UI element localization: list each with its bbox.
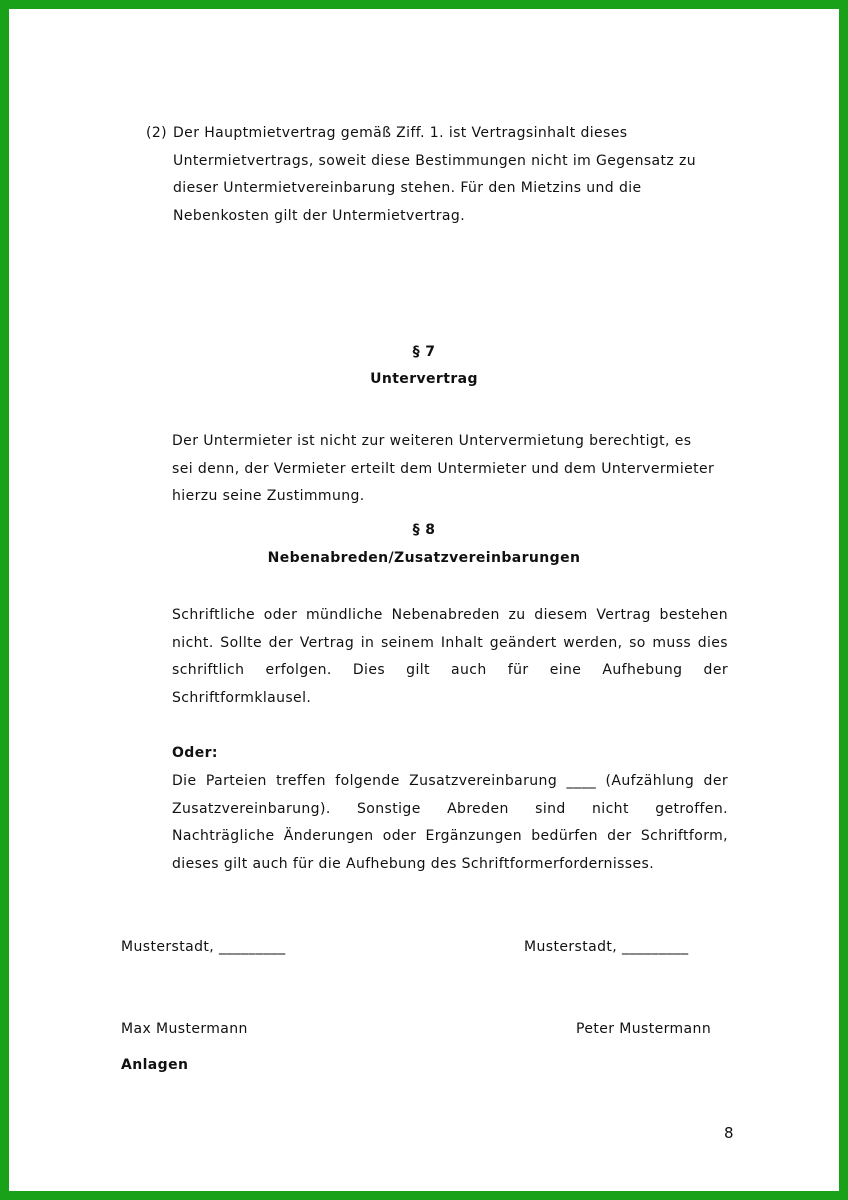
section-8-title: Nebenabreden/Zusatzvereinbarungen: [267, 550, 581, 566]
paragraph-line: dieses gilt auch für die Aufhebung des Schriftformerfordernisses.: [172, 856, 655, 873]
paragraph-2: [146, 120, 716, 231]
section-8-body: [172, 602, 728, 713]
alternative-label: Oder:: [172, 745, 218, 761]
paragraph-line: schriftlich erfolgen. Dies gilt auch für eine Aufhebung der: [172, 662, 728, 679]
paragraph-line: Zusatzvereinbarung). Sonstige Abreden sind nicht getroffen.: [172, 800, 728, 817]
section-7-body: [172, 428, 728, 511]
paragraph-line: Schriftliche oder mündliche Nebenabreden zu diesem Vertrag bestehen: [172, 607, 728, 623]
paragraph-line: hierzu seine Zustimmung.: [172, 488, 365, 505]
paragraph-line: Die Parteien treffen folgende Zusatzvereinbarung ____ (Aufzählung der: [172, 773, 728, 789]
page-number: 8: [724, 1124, 734, 1142]
signature-place-right: Musterstadt, _________: [524, 939, 689, 955]
paragraph-line: nicht. Sollte der Vertrag in seinem Inhalt geändert werden, so muss dies: [172, 634, 728, 651]
signature-name-right: Peter Mustermann: [576, 1021, 712, 1037]
section-7-number: § 7: [412, 344, 436, 360]
paragraph-line: Nachträgliche Änderungen oder Ergänzungen bedürfen der Schriftform,: [172, 828, 728, 845]
paragraph-line: Untermietvertrags, soweit diese Bestimmungen nicht im Gegensatz zu: [173, 152, 697, 169]
paragraph-line: Schriftformklausel.: [172, 690, 312, 707]
signature-place-left: Musterstadt, _________: [121, 939, 286, 955]
section-8-alternative: [172, 768, 728, 879]
paragraph-line: dieser Untermietvereinbarung stehen. Für den Mietzins und die: [173, 180, 642, 197]
paragraph-line: Der Hauptmietvertrag gemäß Ziff. 1. ist Vertragsinhalt dieses: [173, 125, 628, 141]
paragraph-number: (2): [146, 125, 168, 141]
paragraph-line: sei denn, der Vermieter erteilt dem Untermieter und dem Untervermieter: [172, 460, 715, 477]
section-7-title: Untervertrag: [370, 371, 478, 387]
paragraph-line: Der Untermieter ist nicht zur weiteren Untervermietung berechtigt, es: [172, 433, 692, 449]
section-8-number: § 8: [412, 522, 436, 538]
signature-name-left: Max Mustermann: [121, 1021, 248, 1037]
paragraph-line: Nebenkosten gilt der Untermietvertrag.: [173, 208, 466, 225]
attachments-label: Anlagen: [121, 1057, 189, 1073]
